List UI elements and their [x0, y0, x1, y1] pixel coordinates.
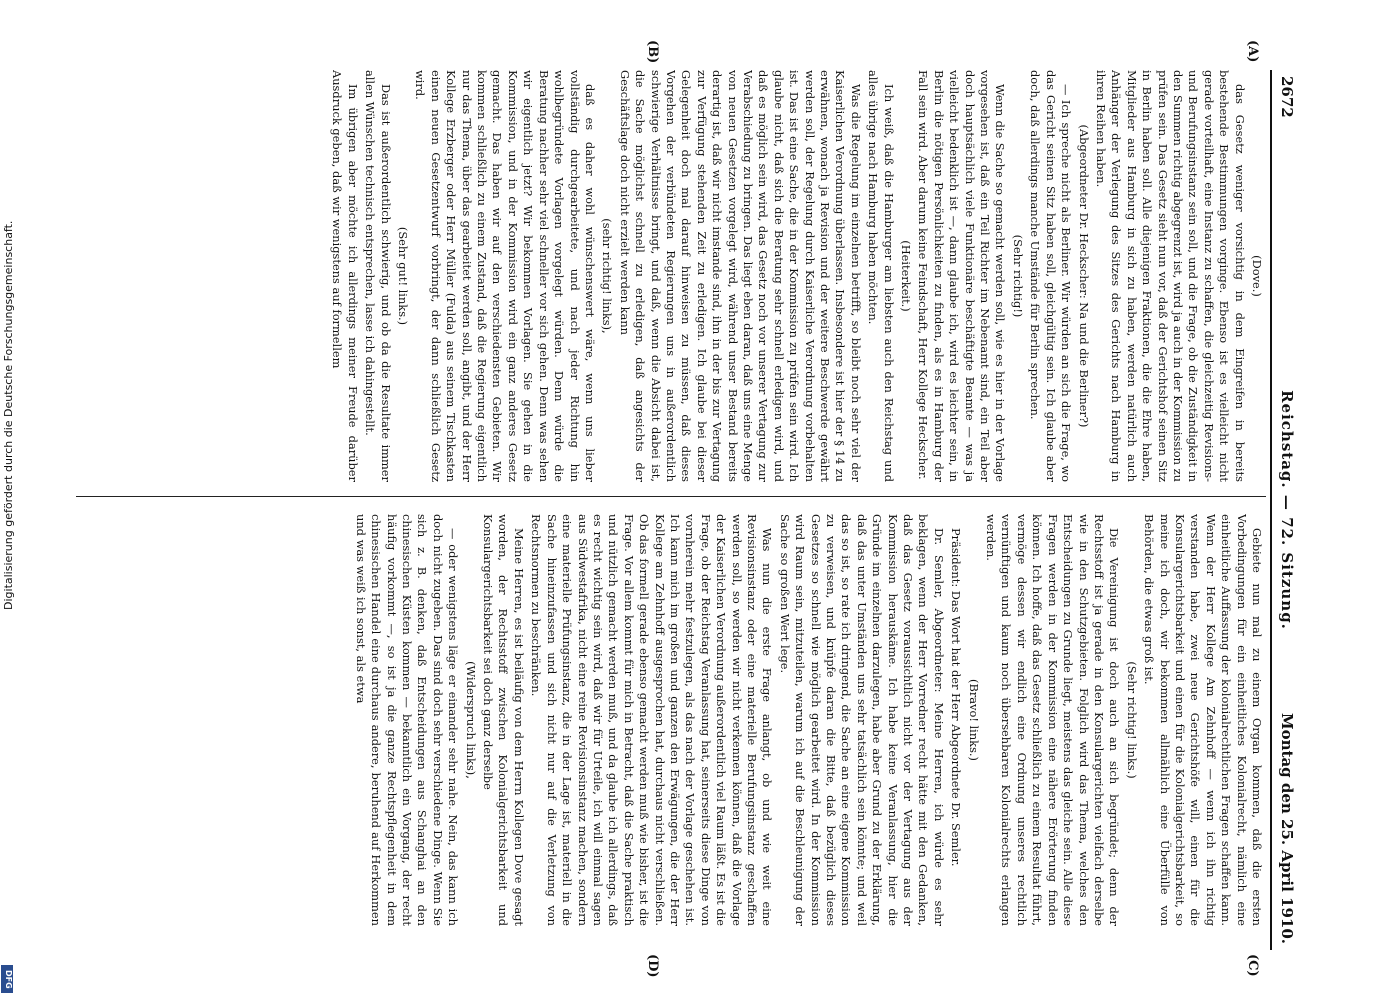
paragraph: Das ist außerordentlich schwierig, und ob da die Resultate immer allen Wünschen technisch entsprechen, lasse ich dahingestellt. [363, 70, 393, 482]
column-divider [76, 496, 1266, 497]
digitization-credit: Digitalisierung gefördert durch die Deutsche Forschungsgemeinschaft. [2, 220, 15, 610]
interjection: (sehr richtig! links), [600, 218, 615, 334]
interjection: (Sehr gut! links.) [396, 226, 411, 326]
paragraph: Ich weiß, daß die Hamburger am liebsten auch den Reichstag und alles übrige nach Hamburg haben möchten. [866, 70, 896, 482]
paragraph: Die Vereinigung ist doch auch an sich begründet; denn der Rechtsstoff ist ja gerade in den Konsulargerichten vielfach derselbe wie in den Schutzgebieten. Folglich wird das Thema, welches den Entscheidungen zu Grunde liegt, meistens das gleiche sein. Alle diese Fragen werden in der Kommission eine nähere Erörterung finden können. Ich hoffe, daß das Gesetz schließlich zu einem Resultat führt, vermöge dessen wir endlich eine Ordnung unseres rechtlich vernünftigen und kaum noch übersehbaren Kolonialrechts erlangen werden. [984, 514, 1122, 926]
paragraph: Präsident: Das Wort hat der Herr Abgeordnete Dr. Semler. [949, 528, 964, 867]
margin-marker-a: (A) [1245, 40, 1260, 63]
interjection: (Bravo! links.) [966, 679, 981, 761]
interjection: (Widerspruch links), [463, 661, 478, 779]
paragraph: Im übrigen aber möchte ich allerdings meiner Freude darüber Ausdruck geben, daß wir wenigstens auf formellem [330, 70, 360, 482]
right-column [74, 514, 1264, 926]
dfg-logo: DFG [1, 965, 13, 993]
paragraph: daß es daher wohl wünschenswert wäre, wenn uns lieber vollständig durchgearbeitete, und nach jeder Richtung hin wohlbegründete Vorlagen vorgelegt würden. Denn würde die Beratung nachher sehr viel schneller vor sich gehen. Denn was sehen wir eigentlich jetzt? Wir bekommen Vorlagen. Sie gehen in die Kommission, und in der Kommission wird ein ganz anderes Gesetz gemacht. Das haben wir auf den verschiedensten Gebieten. Wir kommen schließlich zu einem Zustand, daß die Regierung eigentlich nur das Thema, über das gearbeitet werden soll, angibt, und der Herr Kollege Erzberger oder Herr Müller (Fulda) aus seinem Tischkasten einen neuen Gesetzentwurf vorbringt, der dann schließlich Gesetz wird. [413, 70, 597, 482]
paragraph: — oder wenigstens läge er einander sehr nahe. Nein, das kann ich doch nicht zugeben. Das sind doch sehr verschiedene Dinge. Wenn Sie sich z. B. denken, daß Entscheidungen aus Schanghai an den chinesischen Küsten kommen — bekanntlich ein Vorgang, der recht häufig vorkommt —, so ist ja die ganze Rechtspflegenheit in dem chinesischen Handel eine durchaus andere, beruhend auf Herkommen und was weiß ich sonst, als etwa [353, 514, 461, 926]
interjection: (Sehr richtig!) [1010, 234, 1025, 318]
margin-marker-d: (D) [645, 954, 660, 978]
interjection: (Heiterkeit.) [899, 240, 914, 312]
page-header [1270, 70, 1300, 950]
margin-marker-b: (B) [645, 40, 660, 64]
paragraph: — Ich spreche nicht als Berliner. Wir würden an sich die Frage, wo das Gericht seinen Sitz haben soll, gleichgültig sein. Ich glaube aber doch, daß allerdings manche Umstände für Berlin sprechen. [1028, 70, 1074, 482]
left-column [74, 70, 1264, 482]
rotated-page-content [60, 40, 1300, 978]
margin-marker-c: (C) [1245, 954, 1260, 977]
page-number: 2672 [1278, 76, 1296, 118]
paragraph: Gebiete nun mal zu einem Organ kommen, daß die ersten Vorbedingungen für ein einheitliches Kolonialrecht, nämlich eine einheitliche Auffassung der kolonialrechtlichen Fragen schaffen kann. Wenn der Herr Kollege Am Zehnhoff — wenn ich ihn richtig verstanden habe, zwei neue Gerichtshöfe will, einen für die Konsulargerichtsbarkeit und einen für die Kolonialgerichtsbarkeit, so meine ich doch, wir bekommen allmählich eine Überfülle von Behörden, die etwas groß ist. [1142, 514, 1264, 926]
paragraph: Meine Herren, es ist beiläufig von dem Herrn Kollegen Dove gesagt worden, der Rechtsstoff zwischen Kolonialgerichtsbarkeit und Konsulargerichtsbarkeit sei doch ganz derselbe [481, 514, 526, 926]
page-title: Reichstag. — 72. Sitzung. [1278, 390, 1296, 630]
paragraph: Was nun die erste Frage anlangt, ob und wie weit eine Revisionsinstanz oder eine materielle Berufungsinstanz geschaffen werden soll, so werden wir nicht verkennen können, daß die Vorlage der Kaiserlichen Verordnung außerordentlich viel Raum läßt. Es ist die Frage, ob der Reichstag Veranlassung hat, seinerseits diese Dinge von vornherein mehr festzulegen, als das nach der Vorlage geschehen ist. Ich kann mich im großen und ganzen den Erwägungen, die der Herr Kollege am Zehnhoff ausgesprochen hat, durchaus nicht verschließen. Ob das formell gerade ebenso gemacht werden muß wie bisher, ist die Frage. Vor allem kommt für mich in Betracht, daß die Sache praktisch und nützlich gemacht werden muß, und da glaube ich allerdings, daß es recht wichtig sein wird, daß wir für Urteile, ich will einmal sagen aus Südwestafrika, nicht eine reine Revisionsinstanz machen, sondern eine materielle Prüfungsinstanz, die in der Lage ist, materiell in die Sache hineinzufassen und sich nicht nur auf die Verletzung von Rechtsnormen zu beschränken. [529, 514, 775, 926]
paragraph: Dr. Semler, Abgeordneter: Meine Herren, ich würde es sehr beklagen, wenn der Herr Vorredner recht hätte mit den Gedanken, daß das Gesetz voraussichtlich nicht vor der Vertagung aus der Kommission herauskäme. Ich habe keine Veranlassung, hier die Gründe im einzelnen darzulegen, habe aber Grund zu der Erklärung, daß das unter Umständen uns sehr tatsächlich sein könnte; und weil das so ist, so rate ich dringend, die Sache an eine eigene Kommission zu verweisen, und knüpfe daran die Bitte, daß bezüglich dieses Gesetzes so schnell wie möglich gearbeitet wird. In der Kommission wird Raum sein, mitzuteilen, warum ich auf die Beschleunigung der Sache so großen Wert lege. [777, 514, 946, 926]
page-date: Montag den 25. April 1910. [1278, 713, 1296, 944]
speaker-tag: (Dove.) [1250, 255, 1264, 297]
interjection: (Abgeordneter Dr. Heckscher: Na und die Berliner?) [1076, 124, 1091, 428]
paragraph: das Gesetz weniger vorsichtig in dem Eingreifen in bereits bestehende Bestimmungen vorginge. Ebenso ist es vielleicht nicht gerade vorteilhaft, eine Instanz zu schaffen, die gleichzeitig Revisions- und Berufungsinstanz sein soll, und die Frage, ob die Zuständigkeit in den Summen richtig abgegrenzt ist, wird ja auch in der Kommission zu prüfen sein. Das Gesetz sieht nun vor, daß der Gerichtshof seinen Sitz in Berlin haben soll. Alle diejenigen Fraktionen, die die Ehre haben, Mitglieder aus Hamburg in sich zu haben, werden natürlich auch Anhänger der Verlegung des Sitzes des Gerichts nach Hamburg in ihren Reihen haben. [1093, 70, 1247, 482]
paragraph: Was die Regelung im einzelnen betrifft, so bleibt noch sehr viel der Kaiserlichen Verordnung überlassen. Insbesondere ist hier der § 14 zu erwähnen, wonach ja Revision und der weitere Beschwerde gewährt werden soll, der Regelung durch Kaiserliche Verordnung vorbehalten ist. Das ist eine Sache, die in der Kommission zu prüfen sein wird. Ich glaube nicht, daß sich die Beratung sehr schnell erledigen wird, und daß es möglich sein wird, das Gesetz noch vor unserer Vertagung zur Verabschiedung zu bringen. Das liegt eben daran, daß uns eine Menge von neuen Gesetzen vorgelegt wird, während unser Bestand bereits derartig ist, daß wir nicht imstande sind, ihn in der bis zur Vertagung zur Verfügung stehenden Zeit zu erledigen. Ich glaube bei dieser Gelegenheit doch mal darauf hinweisen zu müssen, daß dieses Vorgehen der verbündeten Regierungen uns in außerordentlich schwierige Verhältnisse bringt, und daß, wenn die Absicht dabei ist, die Sache möglichst schnell zu erledigen, daß angesichts der Geschäftslage doch nicht erzielt werden kann [617, 70, 863, 482]
interjection: (Sehr richtig! links.) [1124, 661, 1139, 779]
paragraph: Wenn die Sache so gemacht werden soll, wie es hier in der Vorlage vorgesehen ist, daß ein Teil Richter im Nebenamt sind, ein Teil aber doch hauptsächlich viele Funktionäre beschäftigte Beamte — was ja vielleicht bedenklich ist —, dann glaube ich, wird es leichter sein, in Berlin die nötigen Persönlichkeiten zu finden, als es in Hamburg der Fall sein wird. Aber darum keine Feindschaft, Herr Kollege Heckscher. [916, 70, 1008, 482]
